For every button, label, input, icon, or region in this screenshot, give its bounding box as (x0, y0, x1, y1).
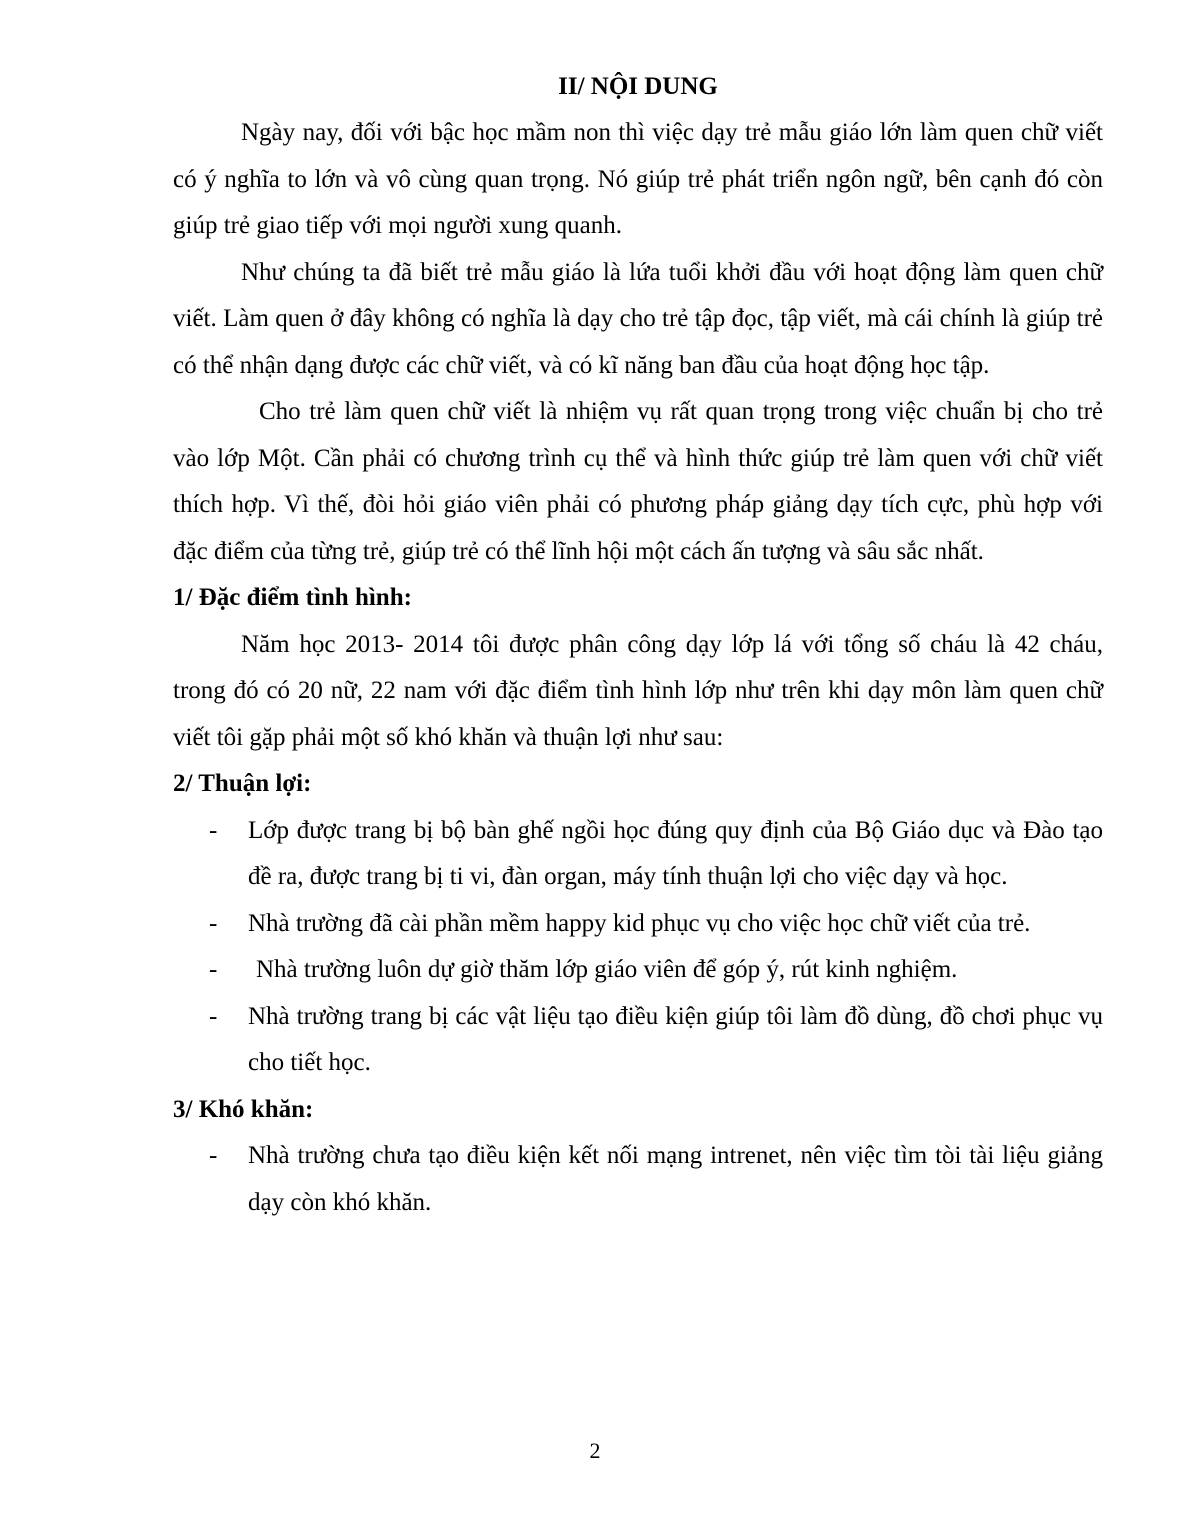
list-item (173, 901, 1103, 948)
section1-heading: 1/ Đặc điểm tình hình: (173, 584, 412, 611)
bullet-marker: - (209, 956, 218, 983)
list-item (173, 947, 1103, 994)
bullet-marker: - (209, 816, 218, 844)
page-number: 2 (589, 1438, 601, 1463)
section1-paragraph: Năm học 2013- 2014 tôi được phân công dạy lớp lá với tổng số cháu là 42 cháu, trong đó có 20 nữ, 22 nam với đặc điểm tình hình lớp như trên khi dạy môn làm quen chữ viết tôi gặp phải một số khó khăn và thuận lợi như sau: (173, 630, 1103, 751)
list-item (173, 1133, 1103, 1226)
section-title: II/ NỘI DUNG (558, 73, 718, 100)
advantages-list (173, 808, 1103, 1087)
bullet-marker: - (209, 909, 218, 937)
list-item (173, 994, 1103, 1087)
intro-paragraph-3: Cho trẻ làm quen chữ viết là nhiệm vụ rất quan trọng trong việc chuẩn bị cho trẻ vào lớp Một. Cần phải có chương trình cụ thể và hình thức giúp trẻ làm quen với chữ viết thích hợp. Vì thế, đòi hỏi giáo viên phải có phương pháp giảng dạy tích cực, phù hợp với đặc điểm của từng trẻ, giúp trẻ có thể lĩnh hội một cách ấn tượng và sâu sắc nhất. (173, 398, 1103, 565)
list-item-text: Nhà trường đã cài phần mềm happy kid phục vụ cho việc học chữ viết của trẻ. (248, 909, 1031, 937)
list-item-text: Nhà trường chưa tạo điều kiện kết nối mạng intrenet, nên việc tìm tòi tài liệu giảng dạy còn khó khăn. (248, 1142, 1103, 1216)
list-item-text: Nhà trường trang bị các vật liệu tạo điều kiện giúp tôi làm đồ dùng, đồ chơi phục vụ cho tiết học. (248, 1002, 1103, 1076)
bullet-marker: - (209, 1142, 218, 1169)
section3-heading: 3/ Khó khăn: (173, 1095, 314, 1123)
list-item-text: Lớp được trang bị bộ bàn ghế ngồi học đúng quy định của Bộ Giáo dục và Đào tạo đề ra, được trang bị ti vi, đàn organ, máy tính thuận lợi cho việc dạy và học. (248, 816, 1103, 890)
list-item-text: Nhà trường luôn dự giờ thăm lớp giáo viên để góp ý, rút kinh nghiệm. (256, 956, 958, 983)
difficulties-list (173, 1133, 1103, 1226)
intro-paragraph-1: Ngày nay, đối với bậc học mầm non thì việc dạy trẻ mẫu giáo lớn làm quen chữ viết có ý nghĩa to lớn và vô cùng quan trọng. Nó giúp trẻ phát triển ngôn ngữ, bên cạnh đó còn giúp trẻ giao tiếp với mọi người xung quanh. (173, 119, 1103, 239)
intro-paragraph-2: Như chúng ta đã biết trẻ mẫu giáo là lứa tuổi khởi đầu với hoạt động làm quen chữ viết. Làm quen ở đây không có nghĩa là dạy cho trẻ tập đọc, tập viết, mà cái chính là giúp trẻ có thể nhận dạng được các chữ viết, và có kĩ năng ban đầu của hoạt động học tập. (173, 258, 1103, 379)
section2-heading: 2/ Thuận lợi: (173, 770, 312, 797)
bullet-marker: - (209, 1002, 218, 1030)
page-content (173, 64, 1103, 1226)
list-item (173, 808, 1103, 901)
